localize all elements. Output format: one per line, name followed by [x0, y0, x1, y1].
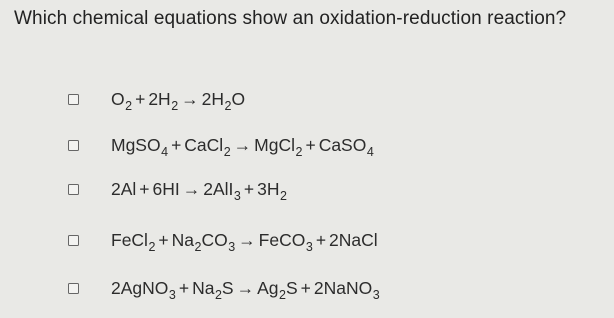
subscript: 3 [372, 287, 380, 302]
subscript: 4 [366, 144, 374, 159]
option-4-equation [111, 229, 378, 254]
formula-part: CaSO [318, 134, 367, 155]
formula-part: FeCO [258, 229, 306, 250]
option-5-equation [111, 277, 380, 302]
operator: + [158, 229, 169, 250]
formula-part: 2NaNO [313, 277, 373, 298]
option-1-equation [111, 88, 246, 113]
formula-part: 6HI [152, 178, 180, 199]
formula-part: FeCl [111, 229, 148, 250]
subscript: 2 [224, 98, 232, 113]
option-2[interactable] [68, 130, 374, 160]
subscript: 3 [233, 188, 241, 203]
formula-part: S [285, 277, 298, 298]
option-2-checkbox[interactable] [68, 140, 79, 151]
option-4[interactable] [68, 225, 378, 255]
formula-part: 2AlI [203, 178, 234, 199]
option-1-checkbox[interactable] [68, 94, 79, 105]
formula-part: 3H [257, 178, 280, 199]
formula-part: MgSO [111, 134, 161, 155]
formula-part: MgCl [254, 134, 295, 155]
option-1[interactable] [68, 84, 245, 114]
operator: → [236, 277, 255, 298]
formula-part: CaCl [184, 134, 224, 155]
subscript: 2 [214, 287, 222, 302]
option-3-equation [111, 178, 287, 203]
operator: → [233, 134, 252, 155]
formula-part: Na [171, 229, 195, 250]
question-text: Which chemical equations show an oxidation-reduction reaction? [14, 8, 567, 29]
option-3[interactable] [68, 174, 287, 204]
operator: + [139, 178, 150, 199]
operator: + [171, 134, 182, 155]
operator: + [315, 229, 327, 250]
option-5-checkbox[interactable] [68, 283, 79, 294]
subscript: 3 [305, 239, 313, 254]
subscript: 3 [228, 239, 236, 254]
formula-part: O [111, 88, 125, 109]
subscript: 2 [279, 188, 287, 203]
formula-part: Na [192, 277, 215, 298]
subscript: 2 [295, 144, 303, 159]
subscript: 2 [279, 287, 286, 302]
formula-part: 2NaCl [329, 229, 378, 250]
formula-part: 2Al [111, 178, 137, 199]
formula-part: Ag [257, 277, 279, 298]
option-2-equation [111, 134, 374, 159]
option-4-checkbox[interactable] [68, 235, 79, 246]
formula-part: O [231, 88, 246, 109]
formula-part: 2H [201, 88, 225, 109]
operator: + [135, 88, 146, 109]
operator: + [178, 277, 190, 298]
subscript: 2 [171, 98, 179, 113]
subscript: 4 [161, 144, 169, 159]
formula-part: 2H [148, 88, 171, 109]
subscript: 2 [125, 98, 133, 113]
formula-part: S [221, 277, 234, 298]
operator: + [305, 134, 316, 155]
formula-part: CO [201, 229, 228, 250]
subscript: 2 [148, 239, 156, 254]
subscript: 2 [194, 239, 202, 254]
option-5[interactable] [68, 273, 380, 303]
operator: + [300, 277, 311, 298]
operator: → [238, 229, 256, 250]
subscript: 3 [168, 287, 176, 302]
subscript: 2 [223, 144, 231, 159]
operator: → [182, 178, 201, 199]
operator: → [181, 88, 199, 109]
operator: + [243, 178, 255, 199]
formula-part: 2AgNO [111, 277, 169, 298]
option-3-checkbox[interactable] [68, 184, 79, 195]
